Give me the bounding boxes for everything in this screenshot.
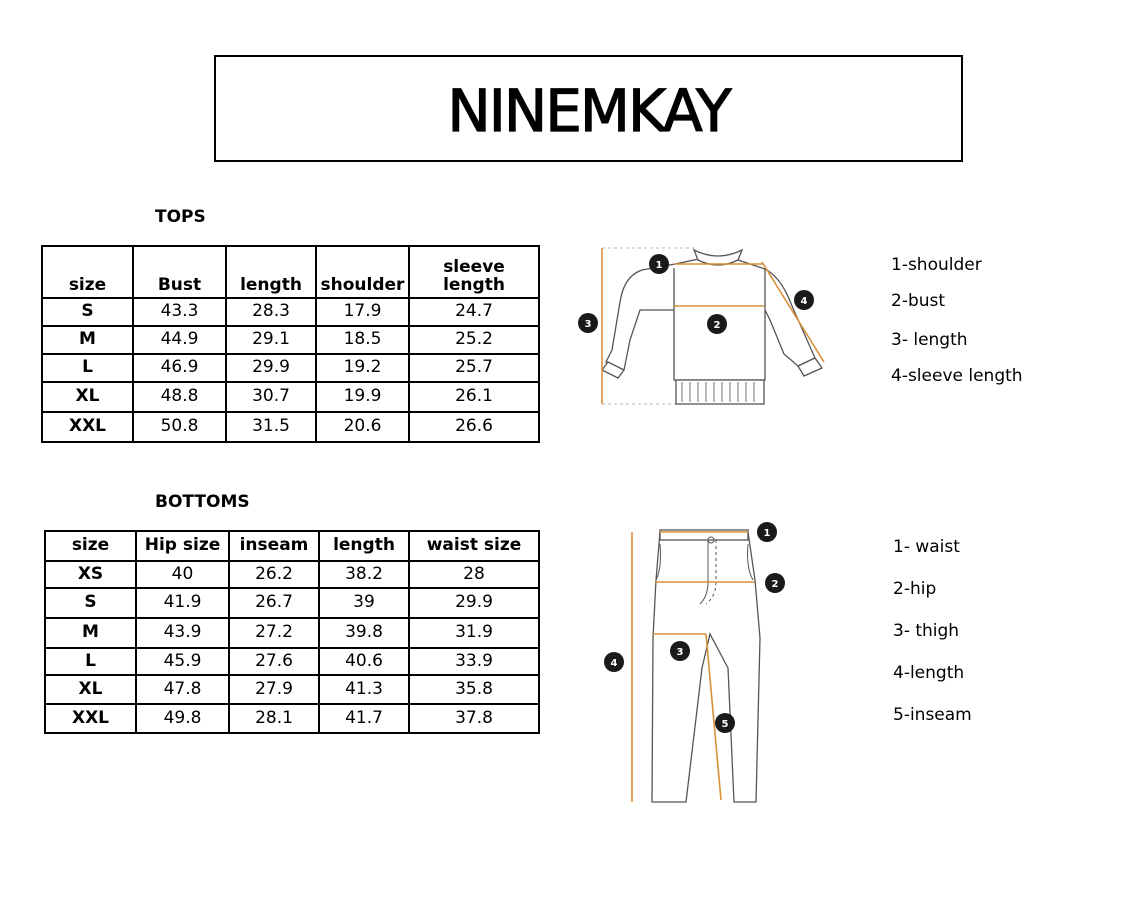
table-row xyxy=(45,675,539,704)
table-cell: 26.2 xyxy=(229,561,319,588)
table-cell: 27.9 xyxy=(229,675,319,704)
pants-measurement-diagram xyxy=(600,518,800,810)
table-cell: 17.9 xyxy=(316,298,409,326)
legend-item: 3- thigh xyxy=(893,621,960,641)
table-cell: 29.9 xyxy=(226,354,316,382)
svg-text:2: 2 xyxy=(713,320,721,331)
table-cell: 39 xyxy=(319,588,409,618)
marker-badge xyxy=(757,522,777,542)
table-cell: 20.6 xyxy=(316,412,409,442)
table-cell: 44.9 xyxy=(133,326,226,354)
column-header: shoulder xyxy=(316,246,409,298)
legend-item: 2-hip xyxy=(893,579,937,599)
svg-text:4: 4 xyxy=(800,296,808,307)
marker-badge xyxy=(794,290,814,310)
bottoms-section-title: BOTTOMS xyxy=(155,492,250,512)
size-cell: S xyxy=(42,298,133,326)
size-cell: XS xyxy=(45,561,136,588)
svg-text:5: 5 xyxy=(721,719,729,730)
size-cell: XL xyxy=(45,675,136,704)
column-header: length xyxy=(226,246,316,298)
table-row xyxy=(42,326,539,354)
svg-text:1: 1 xyxy=(763,528,771,539)
table-cell: 45.9 xyxy=(136,648,229,675)
tops-size-table xyxy=(41,245,540,443)
bottoms-header-row xyxy=(45,531,539,561)
table-cell: 29.1 xyxy=(226,326,316,354)
table-cell: 43.9 xyxy=(136,618,229,648)
table-cell: 18.5 xyxy=(316,326,409,354)
size-cell: L xyxy=(45,648,136,675)
table-row xyxy=(45,648,539,675)
svg-text:3: 3 xyxy=(584,319,592,330)
brand-header-box xyxy=(214,55,963,162)
svg-text:4: 4 xyxy=(610,658,618,669)
pants-outline xyxy=(652,530,760,802)
size-cell: M xyxy=(42,326,133,354)
svg-text:3: 3 xyxy=(676,647,684,658)
table-cell: 19.9 xyxy=(316,382,409,412)
legend-item: 1- waist xyxy=(893,537,960,557)
table-cell: 49.8 xyxy=(136,704,229,733)
column-header: size xyxy=(45,531,136,561)
column-header: inseam xyxy=(229,531,319,561)
table-cell: 26.7 xyxy=(229,588,319,618)
bottoms-size-table xyxy=(44,530,540,734)
column-header: waist size xyxy=(409,531,539,561)
table-cell: 33.9 xyxy=(409,648,539,675)
marker-badge xyxy=(649,254,669,274)
table-cell: 28 xyxy=(409,561,539,588)
column-header: length xyxy=(319,531,409,561)
legend-item: 3- length xyxy=(891,330,968,350)
column-header: Hip size xyxy=(136,531,229,561)
table-row xyxy=(45,618,539,648)
table-row xyxy=(42,298,539,326)
svg-text:1: 1 xyxy=(655,260,663,271)
table-row xyxy=(42,412,539,442)
table-cell: 38.2 xyxy=(319,561,409,588)
table-cell: 28.3 xyxy=(226,298,316,326)
size-cell: XXL xyxy=(42,412,133,442)
table-cell: 40 xyxy=(136,561,229,588)
legend-item: 5-inseam xyxy=(893,705,972,725)
legend-item: 1-shoulder xyxy=(891,255,982,275)
table-cell: 27.2 xyxy=(229,618,319,648)
marker-badge xyxy=(707,314,727,334)
size-cell: S xyxy=(45,588,136,618)
legend-item: 2-bust xyxy=(891,291,946,311)
table-cell: 39.8 xyxy=(319,618,409,648)
table-cell: 47.8 xyxy=(136,675,229,704)
table-cell: 46.9 xyxy=(133,354,226,382)
table-cell: 35.8 xyxy=(409,675,539,704)
table-row xyxy=(42,382,539,412)
table-cell: 40.6 xyxy=(319,648,409,675)
table-cell: 26.1 xyxy=(409,382,539,412)
tops-section-title: TOPS xyxy=(155,207,206,227)
marker-badge xyxy=(765,573,785,593)
table-row xyxy=(45,704,539,733)
table-cell: 48.8 xyxy=(133,382,226,412)
tops-header-row xyxy=(42,246,539,298)
table-cell: 41.3 xyxy=(319,675,409,704)
table-cell: 25.2 xyxy=(409,326,539,354)
table-cell: 26.6 xyxy=(409,412,539,442)
table-cell: 50.8 xyxy=(133,412,226,442)
table-cell: 37.8 xyxy=(409,704,539,733)
table-cell: 29.9 xyxy=(409,588,539,618)
column-header: size xyxy=(42,246,133,298)
marker-badge xyxy=(715,713,735,733)
table-cell: 27.6 xyxy=(229,648,319,675)
legend-item: 4-length xyxy=(893,663,965,683)
table-row xyxy=(42,354,539,382)
table-row xyxy=(45,561,539,588)
marker-badge xyxy=(670,641,690,661)
size-cell: XL xyxy=(42,382,133,412)
size-cell: XXL xyxy=(45,704,136,733)
table-cell: 41.9 xyxy=(136,588,229,618)
table-cell: 43.3 xyxy=(133,298,226,326)
brand-title: NINEMKAY xyxy=(447,76,730,145)
table-cell: 31.9 xyxy=(409,618,539,648)
table-row xyxy=(45,588,539,618)
table-cell: 31.5 xyxy=(226,412,316,442)
table-cell: 25.7 xyxy=(409,354,539,382)
table-cell: 24.7 xyxy=(409,298,539,326)
sweater-measurement-diagram xyxy=(572,240,842,415)
legend-item: 4-sleeve length xyxy=(891,366,1023,386)
table-cell: 41.7 xyxy=(319,704,409,733)
table-cell: 28.1 xyxy=(229,704,319,733)
marker-badge xyxy=(578,313,598,333)
marker-badge xyxy=(604,652,624,672)
size-cell: L xyxy=(42,354,133,382)
column-header: Bust xyxy=(133,246,226,298)
table-cell: 30.7 xyxy=(226,382,316,412)
table-cell: 19.2 xyxy=(316,354,409,382)
size-cell: M xyxy=(45,618,136,648)
column-header: sleeve length xyxy=(409,246,539,298)
svg-text:2: 2 xyxy=(771,579,779,590)
